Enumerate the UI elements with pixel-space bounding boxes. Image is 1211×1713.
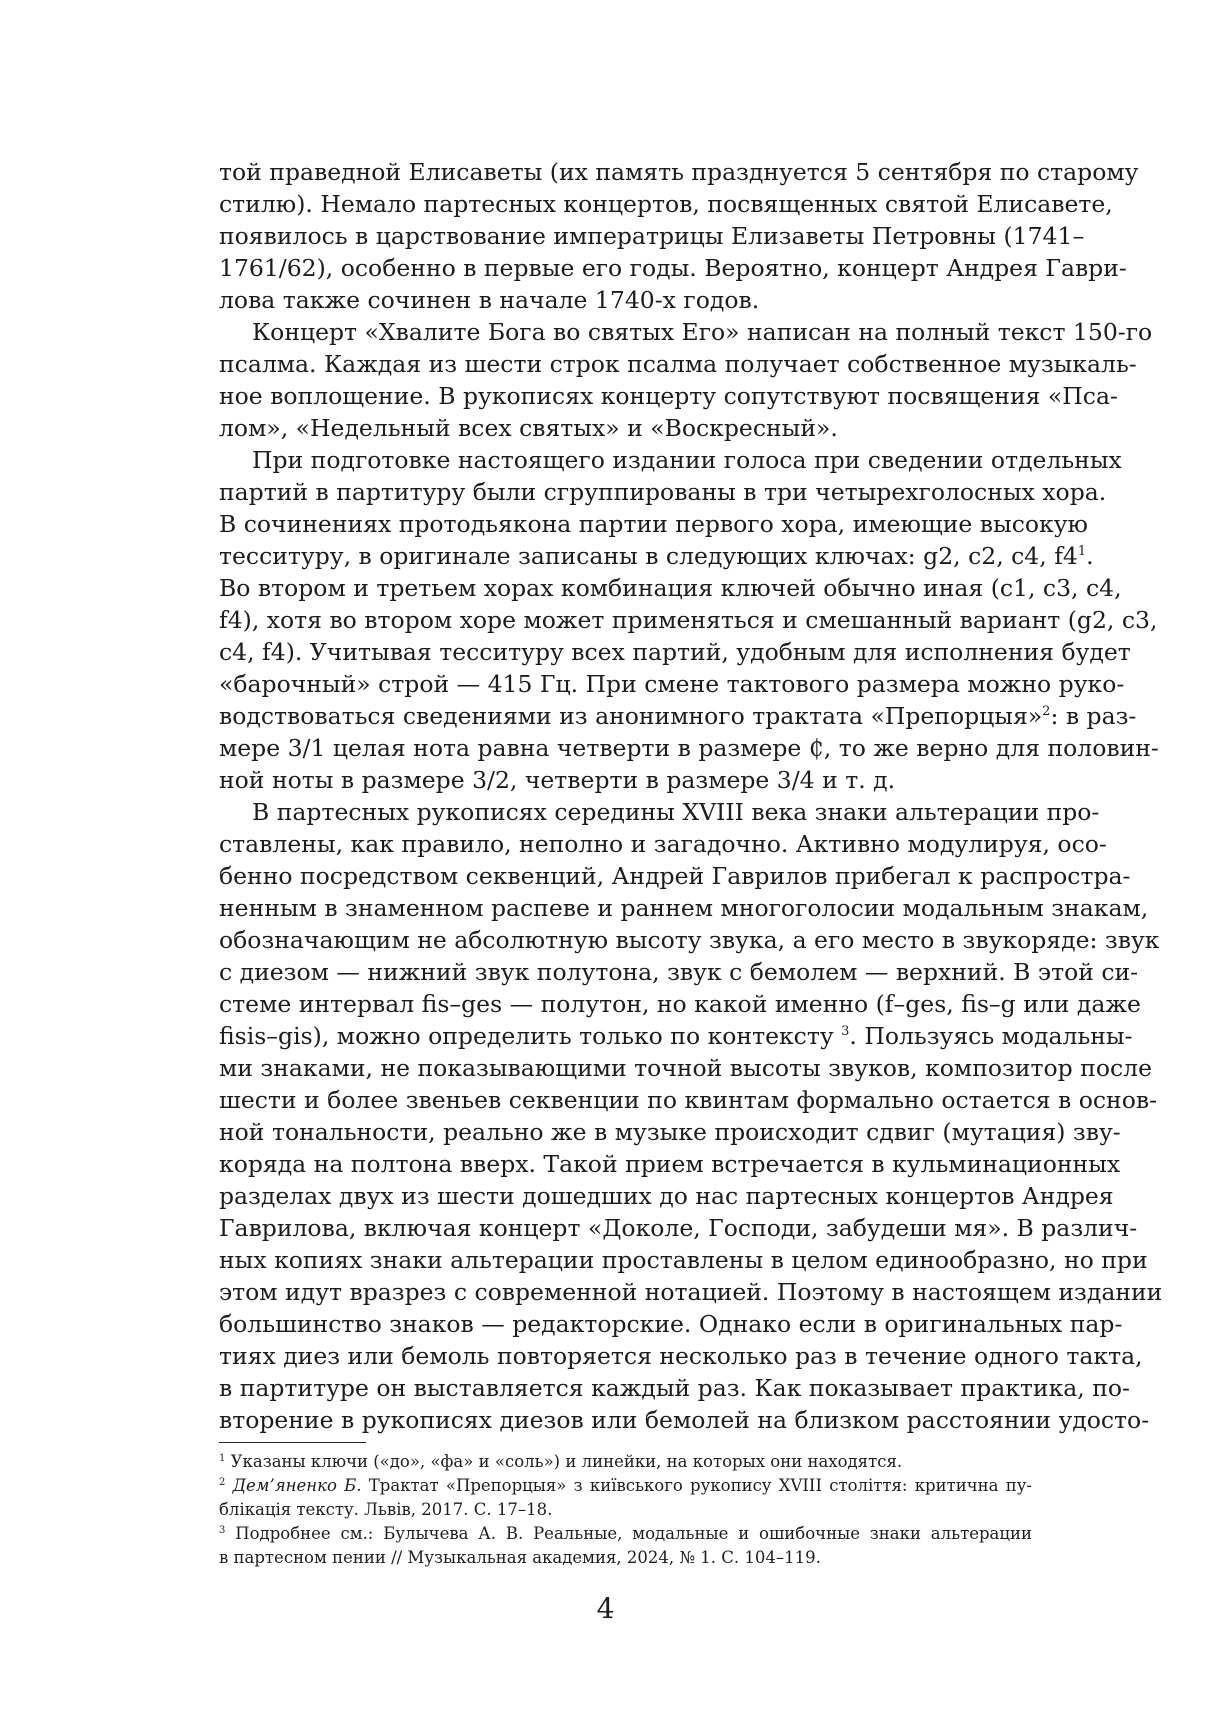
text-line: вторение в рукописях диезов или бемолей на близком расстоянии удосто- (219, 1406, 1150, 1434)
footnote-mark: 2 (219, 1477, 226, 1488)
text-line: лом», «Недельный всех святых» и «Воскресный». (219, 414, 838, 442)
text-line: разделах двух из шести дошедших до нас партесных концертов Андрея (219, 1182, 1114, 1210)
footnote-ref: 2 (1042, 704, 1051, 719)
text-line: тиях диез или бемоль повторяется несколько раз в течение одного такта, (219, 1342, 1143, 1370)
text-line: шести и более звеньев секвенции по квинтам формально остается в основ- (219, 1086, 1158, 1114)
text-line: f4), хотя во втором хоре может применяться и смешанный вариант (g2, c3, (219, 606, 1158, 634)
text-line: ное воплощение. В рукописях концерту сопутствуют посвящения «Пса- (219, 382, 1118, 410)
text-segment: тесситуру, в оригинале записаны в следующих ключах: g2, c2, c4, f4 (219, 542, 1078, 570)
footnote-text: Трактат «Препорцыя» з київського рукопису XVIII століття: критична пу- (361, 1476, 1032, 1495)
text-line: бенно посредством секвенций, Андрей Гаврилов прибегал к распростра- (219, 862, 1131, 890)
text-line: ставлены, как правило, неполно и загадочно. Активно модулируя, осо- (219, 830, 1107, 858)
footnote-mark: 3 (219, 1525, 226, 1536)
text-line (219, 700, 1137, 732)
text-line: появилось в царствование императрицы Елизаветы Петровны (1741– (219, 222, 1085, 250)
footnote-ref: 3 (841, 1024, 850, 1039)
text-segment: . Пользуясь модальны- (849, 1022, 1133, 1050)
text-line: мере 3/1 целая нота равна четверти в размере ₵, то же верно для половин- (219, 734, 1159, 762)
text-line: Гаврилова, включая концерт «Доколе, Господи, забудеши мя». В различ- (219, 1214, 1138, 1242)
footnote-text: Указаны ключи («до», «фа» и «соль») и линейки, на которых они находятся. (225, 1452, 903, 1471)
footnote-2-cont: блікація тексту. Львів, 2017. С. 17–18. (219, 1500, 553, 1519)
text-line: коряда на полтона вверх. Такой прием встречается в кульминационных (219, 1150, 1121, 1178)
text-line: ненным в знаменном распеве и раннем многоголосии модальным знакам, (219, 894, 1149, 922)
text-segment: fisis–gis), можно определить только по контексту (219, 1022, 842, 1050)
text-line: в партитуре он выставляется каждый раз. Как показывает практика, по- (219, 1374, 1130, 1402)
text-line: стилю). Немало партесных концертов, посвященных святой Елисавете, (219, 190, 1113, 218)
text-line: «барочный» строй — 415 Гц. При смене тактового размера можно руко- (219, 670, 1125, 698)
text-line: обозначающим не абсолютную высоту звука, а его место в звукоряде: звук (219, 926, 1160, 954)
text-line: ми знаками, не показывающими точной высоты звуков, композитор после (219, 1054, 1152, 1082)
text-line: 1761/62), особенно в первые его годы. Вероятно, концерт Андрея Гаври- (219, 254, 1127, 282)
text-line: с диезом — нижний звук полутона, звук с бемолем — верхний. В этой си- (219, 958, 1139, 986)
text-line: Во втором и третьем хорах комбинация ключей обычно иная (c1, c3, c4, (219, 574, 1122, 602)
text-line: той праведной Елисаветы (их память празднуется 5 сентября по старому (219, 158, 1139, 186)
text-line: c4, f4). Учитывая тесситуру всех партий, удобным для исполнения будет (219, 638, 1131, 666)
text-line: ной ноты в размере 3/2, четверти в размере 3/4 и т. д. (219, 766, 896, 794)
text-line: этом идут вразрез с современной нотацией. Поэтому в настоящем издании (219, 1278, 1163, 1306)
text-line: В сочинениях протодьякона партии первого хора, имеющие высокую (219, 510, 1089, 538)
text-line: партий в партитуру были сгруппированы в три четырехголосных хора. (219, 478, 1107, 506)
text-line (219, 1020, 1133, 1052)
text-line: ных копиях знаки альтерации проставлены в целом единообразно, но при (219, 1246, 1148, 1274)
text-line: тесситуру, в оригинале записаны в следующих ключах: g2, c2, c4, $f4^1$. (219, 542, 1094, 570)
footnote-author: Дем’яненко Б. (232, 1476, 362, 1495)
text-line: большинство знаков — редакторские. Однако если в оригинальных пар- (219, 1310, 1123, 1338)
text-segment: водствоваться сведениями из анонимного трактата «Препорцыя» (219, 702, 1043, 730)
footnote-2 (219, 1474, 1032, 1498)
text-segment: : в раз- (1050, 702, 1137, 730)
text-line: Концерт «Хвалите Бога во святых Его» написан на полный текст 150-го (252, 318, 1153, 346)
footnote-ref: 1 (1077, 544, 1087, 559)
footnote-3-cont: в партесном пении // Музыкальная академия, 2024, № 1. С. 104–119. (219, 1548, 821, 1567)
footnote-3 (219, 1522, 1032, 1546)
text-line: При подготовке настоящего издании голоса при сведении отдельных (252, 446, 1122, 474)
text-line: стеме интервал fis–ges — полутон, но какой именно (f–ges, fis–g или даже (219, 990, 1141, 1018)
footnote-mark: 1 (219, 1453, 226, 1464)
footnote-text: Подробнее см.: Булычева А. В. Реальные, модальные и ошибочные знаки альтерации (225, 1524, 1032, 1543)
footnote-1 (219, 1450, 902, 1474)
text-line: ной тональности, реально же в музыке происходит сдвиг (мутация) зву- (219, 1118, 1121, 1146)
footnote-separator (219, 1442, 366, 1443)
text-line: лова также сочинен в начале 1740-х годов. (219, 286, 760, 314)
text-line: псалма. Каждая из шести строк псалма получает собственное музыкаль- (219, 350, 1137, 378)
text-line: В партесных рукописях середины XVIII века знаки альтерации про- (252, 798, 1100, 826)
page-number: 4 (596, 1592, 615, 1625)
